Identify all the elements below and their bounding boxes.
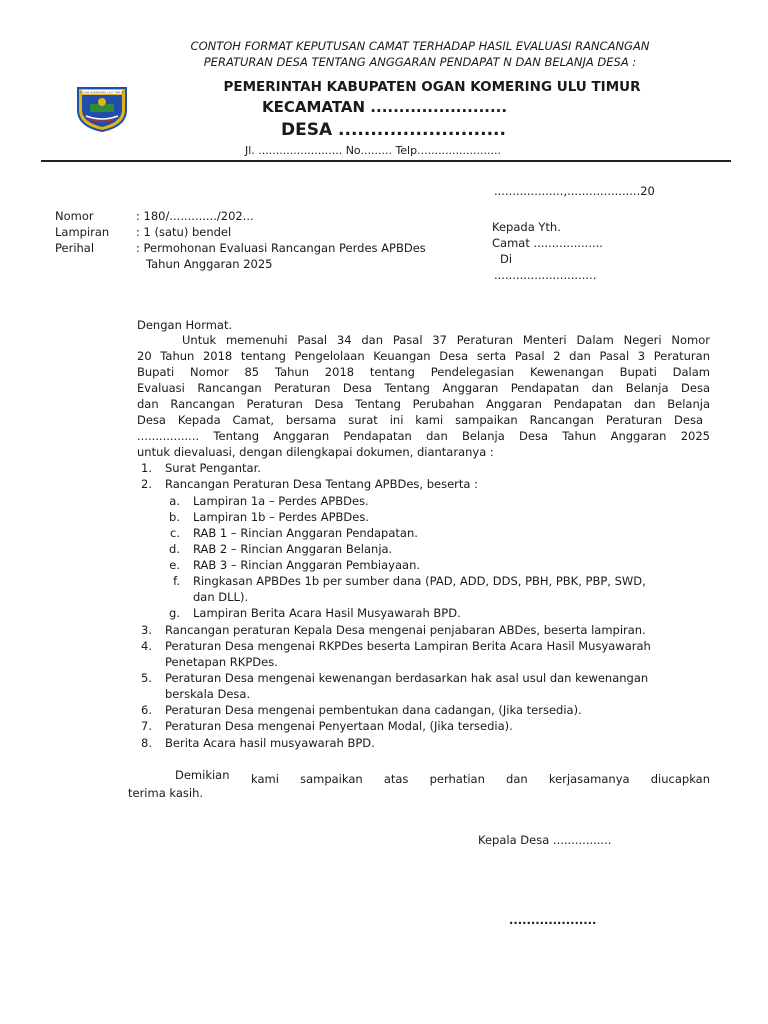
recipient-line-4: ............................ <box>494 268 597 282</box>
letter-date: ...................,....................20 <box>494 184 655 198</box>
list-number: 3. <box>141 623 152 637</box>
sublist-text: RAB 3 – Rincian Anggaran Pembiayaan. <box>193 558 421 572</box>
lampiran-value: : 1 (satu) bendel <box>136 225 232 239</box>
signature-name: .................... <box>509 913 597 927</box>
list-item-5 <box>130 671 730 703</box>
sublist-text: Lampiran 1b – Perdes APBDes. <box>193 510 369 524</box>
paragraph-line: Evaluasi Rancangan Peraturan Desa Tentang Anggaran Pendapatan dan Belanja Desa <box>137 381 710 395</box>
list-text: Rancangan Peraturan Desa Tentang APBDes, beserta : <box>165 477 478 491</box>
recipient-line-2: Camat ................... <box>492 236 603 250</box>
sublist-text: Lampiran 1a – Perdes APBDes. <box>193 494 369 508</box>
sublist-letter: e. <box>169 558 180 572</box>
logo-text: OGAN KOMERING ULU TIMUR <box>80 90 124 95</box>
list-text: Peraturan Desa mengenai kewenangan berdasarkan hak asal usul dan kewenangan <box>165 671 649 685</box>
list-text: Surat Pengantar. <box>165 461 261 475</box>
list-item-4 <box>130 639 730 671</box>
closing-line-2: terima kasih. <box>128 786 204 800</box>
list-number: 2. <box>141 477 152 491</box>
paragraph-line: untuk dievaluasi, dengan dilengkapai dokumen, diantaranya : <box>137 445 494 459</box>
list-text: Rancangan peraturan Kepala Desa mengenai penjabaran ABDes, beserta lampiran. <box>165 623 646 637</box>
sublist-letter: b. <box>169 510 180 524</box>
list-number: 1. <box>141 461 152 475</box>
list-number: 8. <box>141 736 152 750</box>
lampiran-label: Lampiran <box>55 225 110 239</box>
header-note-line-1: CONTOH FORMAT KEPUTUSAN CAMAT TERHADAP HASIL EVALUASI RANCANGAN <box>190 39 650 53</box>
list-text: Peraturan Desa mengenai Penyertaan Modal, (Jika tersedia). <box>165 719 513 733</box>
signature-title: Kepala Desa ................ <box>478 833 612 847</box>
sublist-text: RAB 2 – Rincian Anggaran Belanja. <box>193 542 393 556</box>
list-text: Berita Acara hasil musyawarah BPD. <box>165 736 375 750</box>
sublist-letter: d. <box>169 542 180 556</box>
recipient-line-1: Kepada Yth. <box>492 220 561 234</box>
list-text: Peraturan Desa mengenai RKPDes beserta Lampiran Berita Acara Hasil Musyawarah <box>165 639 651 653</box>
sublist-text: Ringkasan APBDes 1b per sumber dana (PAD, ADD, DDS, PBH, PBK, PBP, SWD, <box>193 574 646 588</box>
recipient-line-3: Di <box>500 252 513 266</box>
letterhead-divider <box>41 160 731 162</box>
list-text: Penetapan RKPDes. <box>165 655 278 669</box>
closing-line-1: kami sampaikan atas perhatian dan kerjasamanya diucapkan <box>251 772 710 786</box>
list-number: 4. <box>141 639 152 653</box>
nomor-value: : 180/............./202... <box>136 209 254 223</box>
sublist-letter: a. <box>169 494 180 508</box>
sublist-letter: c. <box>170 526 180 540</box>
sublist-item-f <box>158 574 718 606</box>
greeting: Dengan Hormat. <box>137 318 233 332</box>
sublist-text: Lampiran Berita Acara Hasil Musyawarah BPD. <box>193 606 461 620</box>
sublist-letter: f. <box>173 574 180 588</box>
paragraph-line: Desa Kepada Camat, bersama surat ini kami sampaikan Rancangan Peraturan Desa <box>137 413 703 427</box>
list-text: berskala Desa. <box>165 687 251 701</box>
paragraph-line: ................. Tentang Anggaran Pendapatan dan Belanja Desa Tahun Anggaran 2025 <box>137 429 710 443</box>
list-text: Peraturan Desa mengenai pembentukan dana cadangan, (Jika tersedia). <box>165 703 582 717</box>
list-number: 7. <box>141 719 152 733</box>
paragraph-line: dan Rancangan Peraturan Desa Tentang Perubahan Anggaran Pendapatan dan Belanja <box>137 397 710 411</box>
paragraph-line: Untuk memenuhi Pasal 34 dan Pasal 37 Peraturan Menteri Dalam Negeri Nomor <box>182 333 710 347</box>
perihal-value-line-1: : Permohonan Evaluasi Rancangan Perdes APBDes <box>136 241 426 255</box>
sublist-letter: g. <box>169 606 180 620</box>
paragraph-line: 20 Tahun 2018 tentang Pengelolaan Keuangan Desa serta Pasal 2 dan Pasal 3 Peraturan <box>137 349 710 363</box>
perihal-label: Perihal <box>55 241 95 255</box>
sublist-text: dan DLL). <box>193 590 249 604</box>
letterhead-address: Jl. ........................ No......... Telp........................ <box>245 144 502 157</box>
list-number: 5. <box>141 671 152 685</box>
sublist-text: RAB 1 – Rincian Anggaran Pendapatan. <box>193 526 418 540</box>
paragraph-line: Bupati Nomor 85 Tahun 2018 tentang Pendelegasian Kewenangan Bupati Dalam <box>137 365 710 379</box>
list-number: 6. <box>141 703 152 717</box>
perihal-value-line-2: Tahun Anggaran 2025 <box>146 257 273 271</box>
nomor-label: Nomor <box>55 209 94 223</box>
letterhead-desa: DESA .......................... <box>281 120 506 140</box>
header-note-line-2: PERATURAN DESA TENTANG ANGGARAN PENDAPAT N DAN BELANJA DESA : <box>203 55 637 69</box>
letterhead-government: PEMERINTAH KABUPATEN OGAN KOMERING ULU TIMUR <box>223 79 641 95</box>
closing-word: Demikian <box>175 768 230 782</box>
letterhead-kecamatan: KECAMATAN ........................ <box>262 98 508 116</box>
